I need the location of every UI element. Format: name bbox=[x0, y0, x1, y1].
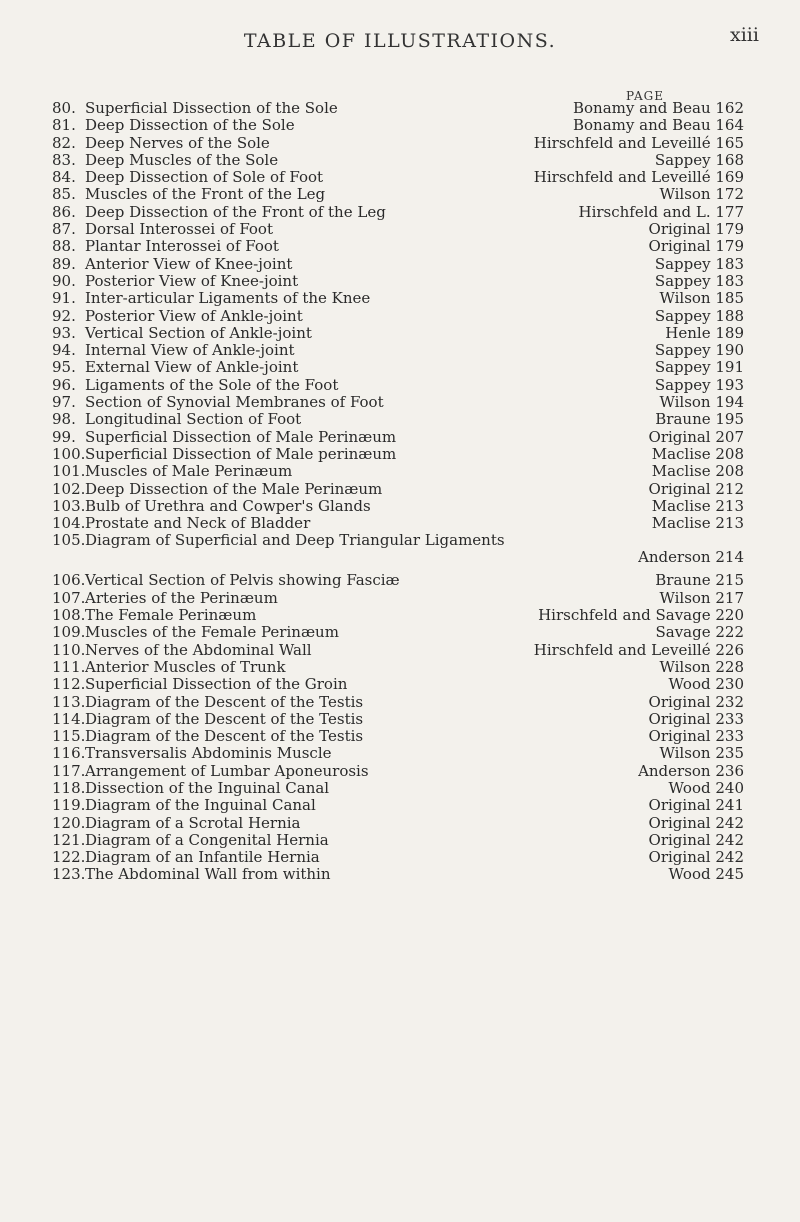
entry-title: Diagram of the Descent of the Testis bbox=[85, 709, 364, 728]
entry-title: Dissection of the Inguinal Canal bbox=[85, 778, 330, 797]
entry-title: Section of Synovial Membranes of Foot bbox=[85, 393, 384, 412]
entry-source: Henle 189 bbox=[665, 323, 744, 342]
entry-title: Ligaments of the Sole of the Foot bbox=[85, 375, 339, 394]
list-item bbox=[52, 866, 744, 883]
list-item bbox=[52, 186, 744, 203]
list-item bbox=[52, 498, 744, 515]
entry-number: 114. bbox=[52, 709, 86, 728]
entry-source: Hirschfeld and Leveillé 165 bbox=[533, 133, 744, 152]
list-item bbox=[52, 728, 744, 745]
list-item bbox=[52, 763, 744, 780]
list-item bbox=[52, 169, 744, 186]
entry-title: Posterior View of Ankle-joint bbox=[85, 306, 303, 325]
list-item bbox=[52, 815, 744, 832]
entry-title: Superficial Dissection of Male Perinæum bbox=[85, 427, 397, 446]
entry-number: 105. bbox=[52, 531, 86, 550]
page-title: TABLE OF ILLUSTRATIONS. bbox=[243, 30, 557, 52]
entry-title: Arrangement of Lumbar Aponeurosis bbox=[85, 761, 369, 780]
entry-title: Arteries of the Perinæum bbox=[85, 588, 278, 607]
entry-source: Sappey 183 bbox=[654, 271, 744, 290]
entry-source: Sappey 190 bbox=[654, 341, 744, 360]
entry-title: Plantar Interossei of Foot bbox=[85, 237, 279, 256]
list-item bbox=[52, 273, 744, 290]
entry-source: Maclise 208 bbox=[651, 462, 744, 481]
list-item bbox=[52, 797, 744, 814]
page-number: xiii bbox=[730, 24, 759, 46]
entry-number: 85. bbox=[52, 185, 76, 204]
illustrations-list bbox=[52, 100, 744, 884]
entry-source: Hirschfeld and L. 177 bbox=[578, 202, 744, 221]
entry-title: Inter-articular Ligaments of the Knee bbox=[85, 289, 371, 308]
entry-source: Savage 222 bbox=[655, 623, 744, 642]
list-item bbox=[52, 308, 744, 325]
entry-source: Sappey 183 bbox=[654, 254, 744, 273]
entry-source: Maclise 213 bbox=[651, 514, 744, 533]
entry-number: 100. bbox=[52, 444, 86, 463]
entry-source: Wood 245 bbox=[668, 865, 744, 884]
entry-source: Wilson 217 bbox=[659, 588, 744, 607]
entry-number: 98. bbox=[52, 410, 76, 429]
entry-title: Diagram of an Infantile Hernia bbox=[85, 848, 320, 867]
list-item bbox=[52, 290, 744, 307]
entry-title: Superficial Dissection of the Groin bbox=[85, 675, 348, 694]
list-item bbox=[52, 780, 744, 797]
entry-number: 89. bbox=[52, 254, 76, 273]
entry-title: Transversalis Abdominis Muscle bbox=[85, 744, 332, 763]
entry-title: Diagram of Superficial and Deep Triangular Ligaments bbox=[85, 531, 505, 550]
entry-title: Diagram of the Descent of the Testis bbox=[85, 727, 364, 746]
entry-title: Longitudinal Section of Foot bbox=[85, 410, 302, 429]
entry-source: Wilson 185 bbox=[659, 289, 744, 308]
entry-title: Anterior View of Knee-joint bbox=[85, 254, 293, 273]
entry-source: Original 242 bbox=[648, 848, 744, 867]
entry-number: 86. bbox=[52, 202, 76, 221]
entry-number: 115. bbox=[52, 727, 86, 746]
entry-number: 119. bbox=[52, 796, 86, 815]
entry-title: Prostate and Neck of Bladder bbox=[85, 514, 311, 533]
entry-number: 123. bbox=[52, 865, 86, 884]
entry-title: Diagram of a Scrotal Hernia bbox=[85, 813, 301, 832]
list-item bbox=[52, 676, 744, 693]
list-item bbox=[52, 694, 744, 711]
entry-title: Vertical Section of Pelvis showing Fasciæ bbox=[85, 571, 400, 590]
entry-source: Original 242 bbox=[648, 830, 744, 849]
entry-title: Deep Nerves of the Sole bbox=[85, 133, 270, 152]
entry-source: Original 179 bbox=[648, 237, 744, 256]
list-item bbox=[52, 256, 744, 273]
entry-source: Wood 230 bbox=[668, 675, 744, 694]
entry-title: Diagram of the Descent of the Testis bbox=[85, 692, 364, 711]
entry-source: Hirschfeld and Savage 220 bbox=[538, 606, 744, 625]
list-item bbox=[52, 394, 744, 411]
entry-number: 108. bbox=[52, 606, 86, 625]
entry-source: Sappey 188 bbox=[654, 306, 744, 325]
entry-source: Wilson 194 bbox=[659, 393, 744, 412]
list-item bbox=[52, 204, 744, 221]
entry-title: Deep Dissection of the Male Perinæum bbox=[85, 479, 383, 498]
entry-number: 97. bbox=[52, 393, 76, 412]
entry-number: 116. bbox=[52, 744, 86, 763]
entry-number: 104. bbox=[52, 514, 86, 533]
list-item bbox=[52, 849, 744, 866]
list-item bbox=[52, 624, 744, 641]
entry-source: Original 242 bbox=[648, 813, 744, 832]
entry-title: The Abdominal Wall from within bbox=[85, 865, 331, 884]
entry-source: Braune 215 bbox=[655, 571, 744, 590]
entry-source: Original 207 bbox=[648, 427, 744, 446]
list-item bbox=[52, 117, 744, 134]
list-item bbox=[52, 377, 744, 394]
entry-title: Dorsal Interossei of Foot bbox=[85, 220, 273, 239]
entry-source: Wood 240 bbox=[668, 778, 744, 797]
entry-title: Muscles of the Front of the Leg bbox=[85, 185, 326, 204]
entry-number: 103. bbox=[52, 496, 86, 515]
entry-source: Original 241 bbox=[648, 796, 744, 815]
list-item bbox=[52, 572, 744, 589]
list-item bbox=[52, 832, 744, 849]
entry-number: 91. bbox=[52, 289, 76, 308]
entry-source: Original 233 bbox=[648, 709, 744, 728]
list-item bbox=[52, 221, 744, 238]
entry-source: Sappey 193 bbox=[654, 375, 744, 394]
entry-source: Original 233 bbox=[648, 727, 744, 746]
entry-number: 87. bbox=[52, 220, 76, 239]
entry-number: 96. bbox=[52, 375, 76, 394]
entry-number: 110. bbox=[52, 640, 86, 659]
entry-source: Wilson 235 bbox=[659, 744, 744, 763]
list-item bbox=[52, 745, 744, 762]
entry-source: Original 179 bbox=[648, 220, 744, 239]
entry-number: 118. bbox=[52, 778, 86, 797]
list-item bbox=[52, 429, 744, 446]
entry-title: Bulb of Urethra and Cowper's Glands bbox=[85, 496, 371, 515]
entry-number: 106. bbox=[52, 571, 86, 590]
entry-source: Original 232 bbox=[648, 692, 744, 711]
entry-source: Maclise 208 bbox=[651, 444, 744, 463]
entry-number: 92. bbox=[52, 306, 76, 325]
entry-number: 81. bbox=[52, 116, 76, 135]
list-item bbox=[52, 135, 744, 152]
list-item bbox=[52, 711, 744, 728]
entry-source: Hirschfeld and Leveillé 226 bbox=[533, 640, 744, 659]
entry-number: 80. bbox=[52, 99, 76, 117]
list-item bbox=[52, 590, 744, 607]
entry-source: Sappey 191 bbox=[654, 358, 744, 377]
list-item bbox=[52, 515, 744, 532]
entry-number: 120. bbox=[52, 813, 86, 832]
entry-number: 117. bbox=[52, 761, 86, 780]
entry-title: Nerves of the Abdominal Wall bbox=[85, 640, 312, 659]
entry-title: Muscles of Male Perinæum bbox=[85, 462, 293, 481]
entry-source: Bonamy and Beau 164 bbox=[573, 116, 744, 135]
entry-number: 102. bbox=[52, 479, 86, 498]
entry-number: 82. bbox=[52, 133, 76, 152]
entry-number: 111. bbox=[52, 657, 86, 676]
entry-title: Diagram of a Congenital Hernia bbox=[85, 830, 329, 849]
entry-number: 107. bbox=[52, 588, 86, 607]
entry-number: 84. bbox=[52, 168, 76, 187]
list-item bbox=[52, 238, 744, 255]
entry-number: 99. bbox=[52, 427, 76, 446]
entry-source: Wilson 172 bbox=[659, 185, 744, 204]
list-item bbox=[52, 325, 744, 342]
entry-number: 94. bbox=[52, 341, 76, 360]
page-column-label: PAGE bbox=[626, 89, 664, 103]
list-item bbox=[52, 411, 744, 428]
entry-source: Sappey 168 bbox=[654, 150, 744, 169]
entry-title: Vertical Section of Ankle-joint bbox=[85, 323, 312, 342]
entry-source: Anderson 236 bbox=[638, 761, 744, 780]
list-item bbox=[52, 481, 744, 498]
entry-title: Posterior View of Knee-joint bbox=[85, 271, 299, 290]
entry-number: 122. bbox=[52, 848, 86, 867]
entry-number: 83. bbox=[52, 150, 76, 169]
entry-source: Braune 195 bbox=[655, 410, 744, 429]
entry-number: 90. bbox=[52, 271, 76, 290]
entry-number: 112. bbox=[52, 675, 86, 694]
entry-source: Wilson 228 bbox=[659, 657, 744, 676]
entry-source: Original 212 bbox=[648, 479, 744, 498]
list-item bbox=[52, 659, 744, 676]
entry-number: 101. bbox=[52, 462, 86, 481]
entry-source: Anderson 214 bbox=[638, 548, 744, 567]
entry-source: Maclise 213 bbox=[651, 496, 744, 515]
entry-title: Internal View of Ankle-joint bbox=[85, 341, 295, 360]
list-item bbox=[52, 359, 744, 376]
list-item bbox=[52, 342, 744, 359]
entry-title: The Female Perinæum bbox=[85, 606, 257, 625]
entry-source: Hirschfeld and Leveillé 169 bbox=[533, 168, 744, 187]
entry-title: Deep Dissection of the Front of the Leg bbox=[85, 202, 386, 221]
entry-title: Deep Dissection of Sole of Foot bbox=[85, 168, 324, 187]
entry-source: Bonamy and Beau 162 bbox=[573, 99, 744, 117]
entry-title: Deep Muscles of the Sole bbox=[85, 150, 279, 169]
list-item bbox=[52, 463, 744, 480]
entry-title: Diagram of the Inguinal Canal bbox=[85, 796, 316, 815]
entry-title: Superficial Dissection of the Sole bbox=[85, 99, 338, 117]
entry-title: Deep Dissection of the Sole bbox=[85, 116, 295, 135]
list-item bbox=[52, 642, 744, 659]
entry-title: Muscles of the Female Perinæum bbox=[85, 623, 339, 642]
entry-number: 121. bbox=[52, 830, 86, 849]
entry-title: External View of Ankle-joint bbox=[85, 358, 299, 377]
entry-number: 113. bbox=[52, 692, 86, 711]
list-item bbox=[52, 607, 744, 624]
entry-number: 93. bbox=[52, 323, 76, 342]
entry-number: 88. bbox=[52, 237, 76, 256]
list-item bbox=[52, 100, 744, 117]
entry-title: Anterior Muscles of Trunk bbox=[85, 657, 286, 676]
entry-title: Superficial Dissection of Male perinæum bbox=[85, 444, 397, 463]
list-item bbox=[52, 152, 744, 169]
entry-number: 109. bbox=[52, 623, 86, 642]
list-item bbox=[52, 446, 744, 463]
entry-number: 95. bbox=[52, 358, 76, 377]
list-item bbox=[52, 532, 744, 566]
